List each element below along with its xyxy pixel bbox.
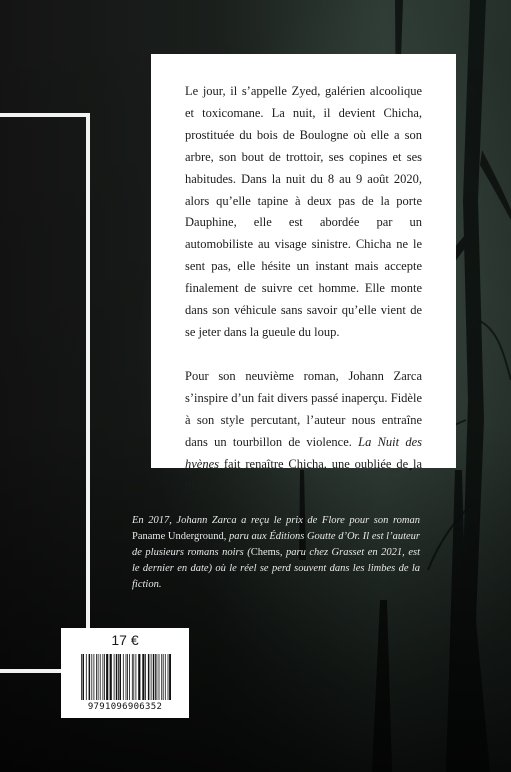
barcode-icon bbox=[81, 654, 171, 700]
bio-title-1: Paname Underground bbox=[132, 531, 224, 542]
price-label: 17 € bbox=[111, 632, 139, 648]
author-bio bbox=[132, 513, 420, 593]
book-title: La Nuit des hyènes bbox=[185, 434, 422, 471]
synopsis-paragraph-2-end: fait renaître Chicha, une oubliée de la nuit. bbox=[185, 456, 422, 493]
bio-part-2: , paru aux Éditions Goutte d’Or. Il est l’auteur de plusieurs romans noirs ( bbox=[132, 531, 420, 558]
bio-title-2: Chems bbox=[250, 547, 280, 558]
price-barcode-box bbox=[61, 628, 189, 718]
synopsis-box bbox=[151, 54, 456, 493]
synopsis-paragraph-1: Le jour, il s’appelle Zyed, galérien alcoolique et toxicomane. La nuit, il devient Chicha, prostituée du bois de Boulogne où elle a son arbre, son bout de trottoir, ses copines et ses habitudes. Dans la nuit du 8 au 9 août 2020, alors qu’elle tapine à deux pas de la porte Dauphine, elle est abordée par un automobiliste au visage sinistre. Chicha ne le sent pas, elle hésite un instant mais accepte finalement de suivre cet homme. Elle monte dans son véhicule sans savoir qu’elle vient de se jeter dans la gueule du loup. bbox=[185, 84, 422, 339]
decorative-frame bbox=[0, 113, 90, 673]
synopsis-paragraph-2 bbox=[185, 366, 422, 497]
bio-part-1: En 2017, Johann Zarca a reçu le prix de Flore pour son roman bbox=[132, 515, 420, 526]
isbn-number: 9791096906352 bbox=[87, 702, 163, 712]
synopsis-paragraph-2-start: Pour son neuvième roman, Johann Zarca s’inspire d’un fait divers passé inaperçu. Fidèle à son style percutant, l’auteur nous entraîne dans un tourbillon de violence. bbox=[185, 368, 422, 449]
bio-part-3: , paru chez Grasset en 2021, est le dernier en date) où le réel se perd souvent dans les limbes de la fiction. bbox=[132, 547, 420, 590]
